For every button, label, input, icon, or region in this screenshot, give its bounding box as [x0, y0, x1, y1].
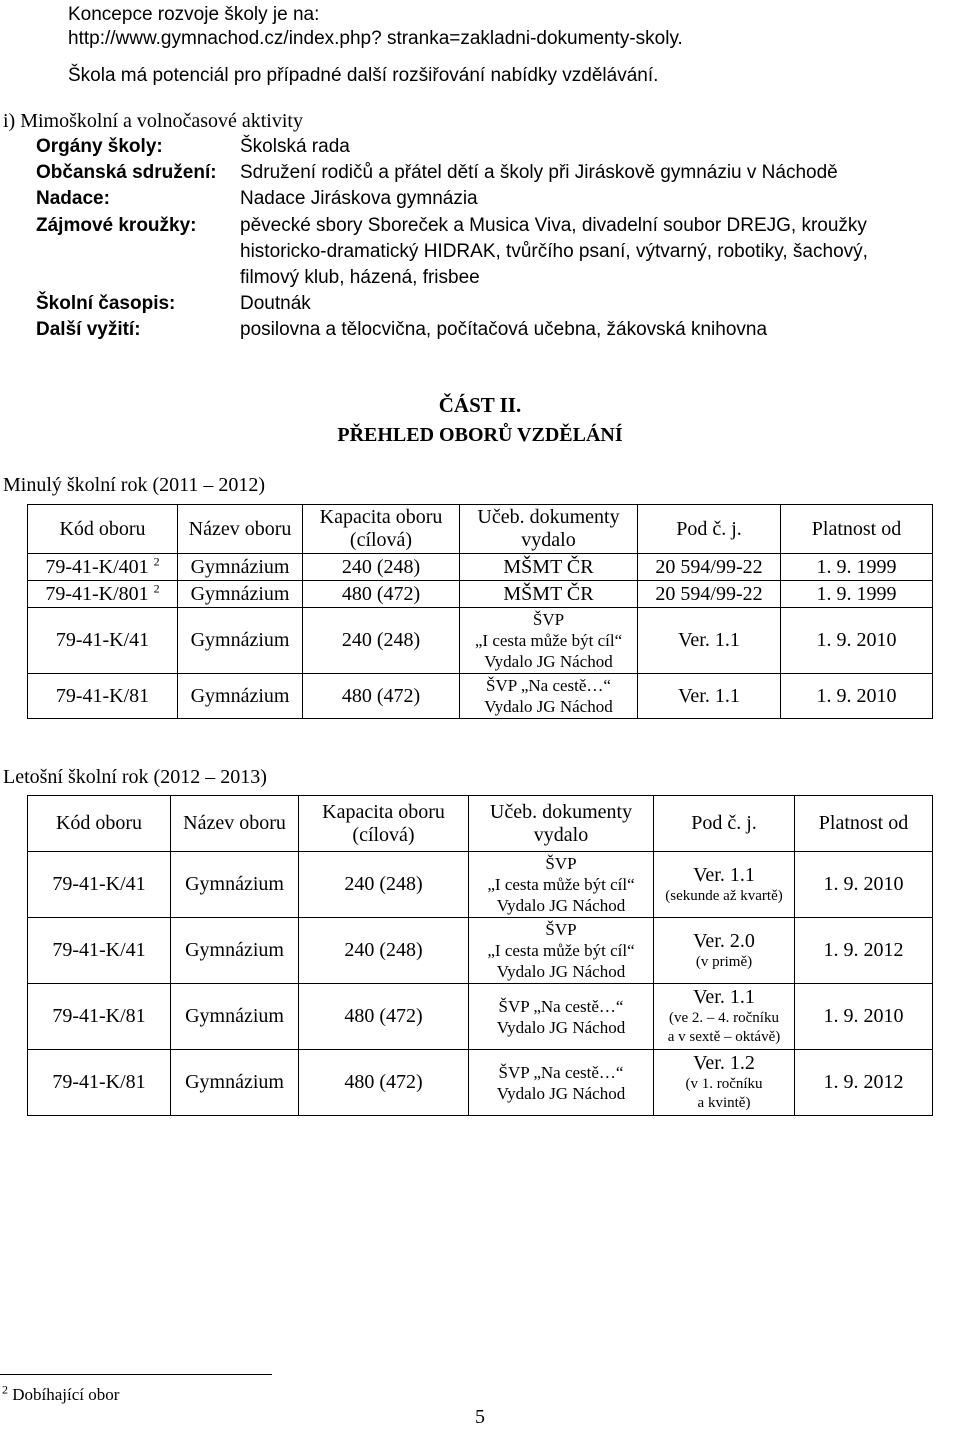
value-krouzky-line-2: historicko-dramatický HIDRAK, tvůrčího psaní, výtvarný, robotiky, šachový,: [240, 241, 868, 262]
value-sdruzeni: Sdružení rodičů a přátel dětí a školy při Jiráskově gymnáziu v Náchodě: [240, 162, 838, 183]
cell-nazev: Gymnázium: [171, 984, 299, 1050]
cell-pod: 20 594/99-22: [638, 554, 781, 581]
cell-platnost: 1. 9. 2012: [795, 1050, 933, 1116]
table-row: [28, 852, 933, 918]
cell-platnost: 1. 9. 2010: [795, 984, 933, 1050]
cell-kapacita: 480 (472): [303, 674, 460, 719]
cell-pod: Ver. 2.0 (v primě): [654, 918, 795, 984]
cell-kod: 79-41-K/801 $^2$: [28, 581, 178, 608]
cell-dokumenty: ŠVP „I cesta může být cíl“ Vydalo JG Náchod: [469, 852, 654, 918]
cell-dokumenty: ŠVP „Na cestě…“ Vydalo JG Náchod: [469, 1050, 654, 1116]
label-nadace: Nadace:: [36, 188, 110, 209]
cell-platnost: 1. 9. 1999: [781, 554, 933, 581]
section-i-heading: i) Mimoškolní a volnočasové aktivity: [3, 110, 303, 132]
value-organy: Školská rada: [240, 136, 350, 157]
header-kod: Kód oboru: [28, 796, 171, 852]
cell-kod: 79-41-K/81: [28, 984, 171, 1050]
footnote-separator: [0, 1374, 272, 1375]
cell-pod: Ver. 1.2 (v 1. ročníku a kvintě): [654, 1050, 795, 1116]
label-casopis: Školní časopis:: [36, 293, 176, 314]
part-title: ČÁST II.: [438, 393, 522, 417]
cell-kod: 79-41-K/81: [28, 1050, 171, 1116]
header-pod: Pod č. j.: [638, 505, 781, 554]
cell-kapacita: 480 (472): [303, 581, 460, 608]
value-krouzky-line-3: filmový klub, házená, frisbee: [240, 267, 480, 288]
table-row: [28, 554, 933, 581]
cell-nazev: Gymnázium: [171, 918, 299, 984]
cell-kod: 79-41-K/41: [28, 852, 171, 918]
cell-platnost: 1. 9. 2010: [781, 674, 933, 719]
value-casopis: Doutnák: [240, 293, 311, 314]
table-row: [28, 918, 933, 984]
cell-kapacita: 480 (472): [299, 1050, 469, 1116]
cell-dokumenty: ŠVP „I cesta může být cíl“ Vydalo JG Náchod: [469, 918, 654, 984]
label-krouzky: Zájmové kroužky:: [36, 215, 197, 236]
cell-dokumenty: MŠMT ČR: [460, 581, 638, 608]
table-row: [28, 984, 933, 1050]
cell-nazev: Gymnázium: [178, 554, 303, 581]
cell-platnost: 1. 9. 2010: [795, 852, 933, 918]
header-nazev: Název oboru: [171, 796, 299, 852]
cell-dokumenty: ŠVP „Na cestě…“ Vydalo JG Náchod: [469, 984, 654, 1050]
cell-platnost: 1. 9. 2012: [795, 918, 933, 984]
cell-nazev: Gymnázium: [178, 674, 303, 719]
header-kod: Kód oboru: [28, 505, 178, 554]
cell-pod: Ver. 1.1 (ve 2. – 4. ročníku a v sextě – oktávě): [654, 984, 795, 1050]
page-number: 5: [475, 1406, 485, 1428]
label-sdruzeni: Občanská sdružení:: [36, 162, 217, 183]
label-organy: Orgány školy:: [36, 136, 163, 157]
cell-pod: Ver. 1.1: [638, 608, 781, 674]
cell-kapacita: 240 (248): [299, 852, 469, 918]
cell-platnost: 1. 9. 1999: [781, 581, 933, 608]
cell-kapacita: 240 (248): [303, 554, 460, 581]
footnote-ref: 2: [153, 553, 160, 568]
cell-nazev: Gymnázium: [178, 608, 303, 674]
value-nadace: Nadace Jiráskova gymnázia: [240, 188, 478, 209]
header-pod: Pod č. j.: [654, 796, 795, 852]
header-platnost: Platnost od: [795, 796, 933, 852]
header-nazev: Název oboru: [178, 505, 303, 554]
cell-platnost: 1. 9. 2010: [781, 608, 933, 674]
value-krouzky-line-1: pěvecké sbory Sboreček a Musica Viva, divadelní soubor DREJG, kroužky: [240, 215, 867, 236]
table1-caption: Minulý školní rok (2011 – 2012): [3, 474, 266, 496]
cell-kapacita: 240 (248): [303, 608, 460, 674]
table2-header-row: [28, 796, 933, 852]
cell-kod: 79-41-K/41: [28, 608, 178, 674]
table1-header-row: [28, 505, 933, 554]
value-vyziti: posilovna a tělocvična, počítačová učebna, žákovská knihovna: [240, 319, 768, 340]
header-platnost: Platnost od: [781, 505, 933, 554]
cell-dokumenty: ŠVP „Na cestě…“ Vydalo JG Náchod: [460, 674, 638, 719]
cell-kod: 79-41-K/81: [28, 674, 178, 719]
header-kapacita: Kapacita oboru (cílová): [303, 505, 460, 554]
cell-dokumenty: ŠVP „I cesta může být cíl“ Vydalo JG Náchod: [460, 608, 638, 674]
cell-pod: 20 594/99-22: [638, 581, 781, 608]
footnote-text: Dobíhající obor: [12, 1385, 120, 1404]
intro-line-1: Koncepce rozvoje školy je na:: [68, 4, 320, 25]
intro-line-3: Škola má potenciál pro případné další rozšiřování nabídky vzdělávání.: [68, 65, 659, 86]
label-vyziti: Další vyžití:: [36, 319, 141, 340]
cell-pod: Ver. 1.1 (sekunde až kvartě): [654, 852, 795, 918]
cell-kapacita: 240 (248): [299, 918, 469, 984]
cell-nazev: Gymnázium: [171, 852, 299, 918]
intro-line-2: http://www.gymnachod.cz/index.php? stranka=zakladni-dokumenty-skoly.: [68, 28, 683, 49]
table-row: [28, 1050, 933, 1116]
part-subtitle: PŘEHLED OBORŮ VZDĚLÁNÍ: [337, 424, 623, 446]
cell-kod: 79-41-K/401 $^2$: [28, 554, 178, 581]
cell-pod: Ver. 1.1: [638, 674, 781, 719]
cell-dokumenty: MŠMT ČR: [460, 554, 638, 581]
table-row: [28, 608, 933, 674]
cell-nazev: Gymnázium: [171, 1050, 299, 1116]
footnote-mark: 2: [2, 1382, 8, 1397]
cell-kod: 79-41-K/41: [28, 918, 171, 984]
table2-caption: Letošní školní rok (2012 – 2013): [3, 766, 267, 788]
table-minuly-rok: [27, 504, 933, 719]
table-letosni-rok: [27, 795, 933, 1116]
cell-nazev: Gymnázium: [178, 581, 303, 608]
header-kapacita: Kapacita oboru (cílová): [299, 796, 469, 852]
footnote-ref: 2: [153, 580, 160, 595]
header-dokumenty: Učeb. dokumenty vydalo: [469, 796, 654, 852]
table-row: [28, 581, 933, 608]
cell-kapacita: 480 (472): [299, 984, 469, 1050]
header-dokumenty: Učeb. dokumenty vydalo: [460, 505, 638, 554]
table-row: [28, 674, 933, 719]
